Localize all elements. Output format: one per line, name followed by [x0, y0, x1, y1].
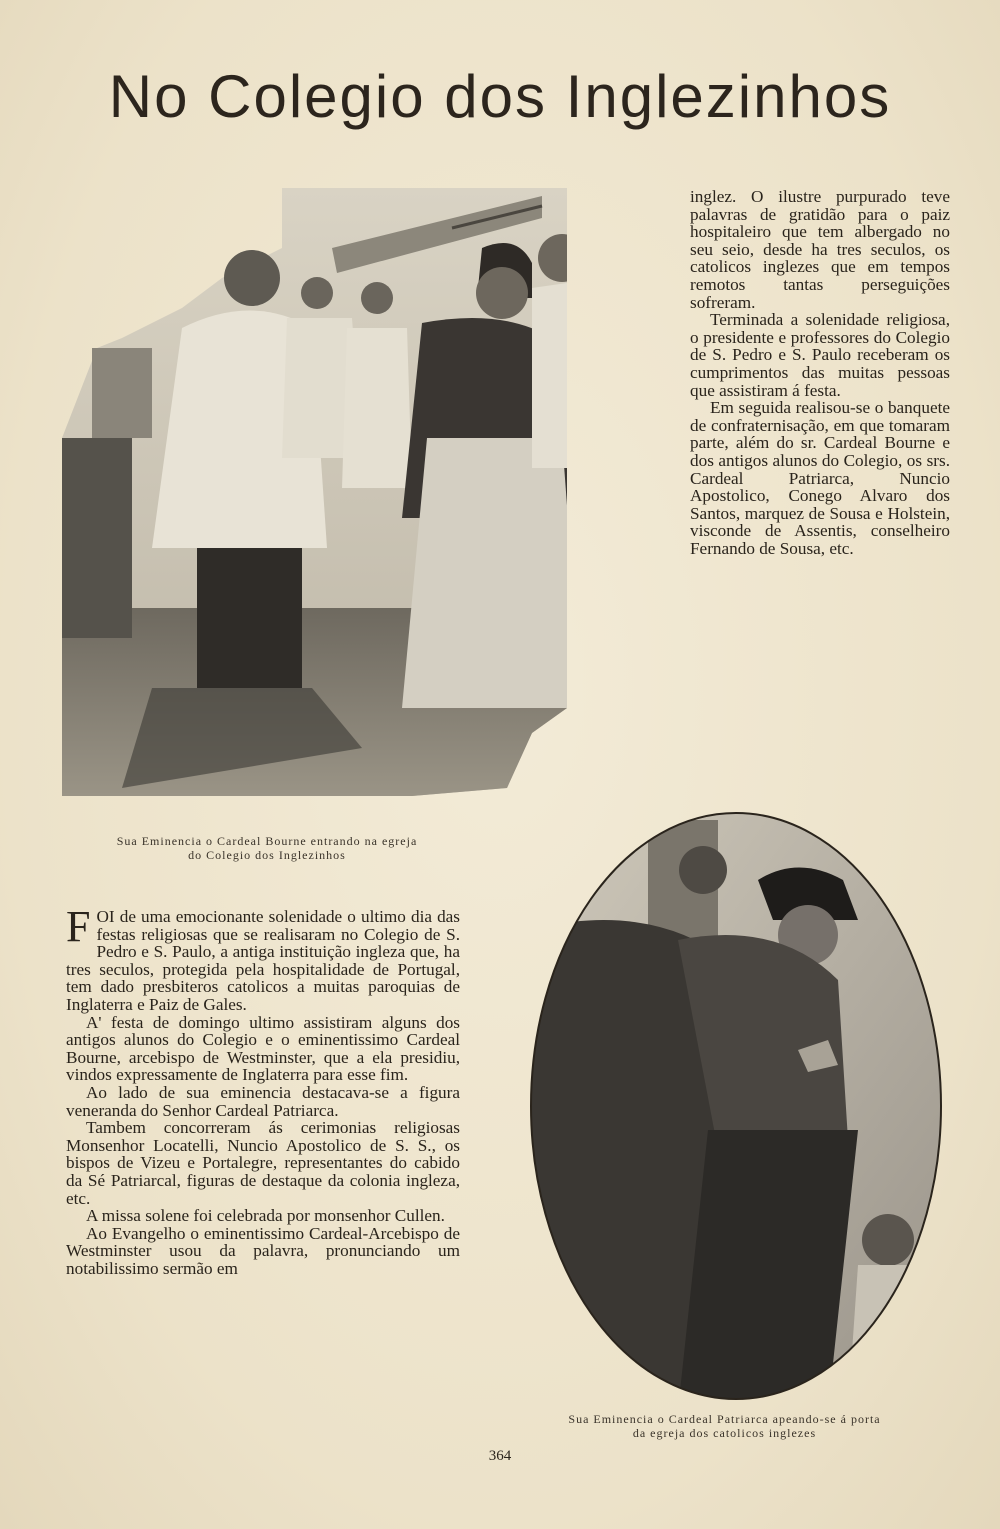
caption-line: da egreja dos catolicos inglezes — [632, 1426, 817, 1440]
arrival-caption — [512, 1412, 937, 1440]
page-title: No Colegio dos Inglezinhos — [108, 63, 892, 130]
paragraph: Terminada a solenidade religiosa, o presidente e professores do Colegio de S. Pedro e S. Paulo receberam os cumprimentos das muitas pessoas que assistiram á festa. — [690, 310, 950, 400]
paragraph: Ao Evangelho o eminentissimo Cardeal-Arcebispo de Westminster usou da palavra, pronunciando um notabilissimo sermão em — [66, 1223, 460, 1278]
page-number: 364 — [488, 1448, 512, 1464]
cardinal-arrival-photo — [528, 810, 945, 1402]
paragraph: OI de uma emocionante solenidade o ultimo dia das festas religiosas que se realisaram no Colegio de S. Pedro e S. Paulo, a antiga instituição ingleza que, ha tres seculos, protegida pela hospitalidade de Portugal, tem dado presbiteros catolicos a muitas paroquias de Inglaterra e Paiz de Gales. — [66, 907, 460, 1014]
paragraph: inglez. O ilustre purpurado teve palavras de gratidão para o paiz hospitaleiro que tem albergado no seu seio, desde ha tres seculos, os catolicos inglezes que em tempos remotos tantas perseguições sofreram. — [690, 187, 950, 312]
left-text-column — [66, 902, 460, 1278]
procession-caption — [62, 834, 472, 862]
caption-line: Sua Eminencia o Cardeal Bourne entrando na egreja — [116, 834, 418, 848]
right-text-column — [690, 188, 950, 557]
caption-line: Sua Eminencia o Cardeal Patriarca apeando-se á porta — [568, 1412, 881, 1426]
paragraph: A' festa de domingo ultimo assistiram alguns dos antigos alunos do Colegio e o eminentissimo Cardeal Bourne, arcebispo de Westminster, que a ela presidiu, vindos expressamente de Inglaterra para esse fim. — [66, 1012, 460, 1085]
paragraph: A missa solene foi celebrada por monsenhor Cullen. — [86, 1206, 445, 1226]
drop-cap: F — [66, 902, 91, 951]
paragraph: Tambem concorreram ás cerimonias religiosas Monsenhor Locatelli, Nuncio Apostolico de S. S., os bispos de Vizeu e Portalegre, representantes do cabido da Sé Patriarcal, figuras de destaque da colonia ingleza, etc. — [66, 1118, 460, 1208]
procession-photo — [62, 188, 567, 796]
paragraph: Em seguida realisou-se o banquete de confraternisação, em que tomaram parte, além do sr. Cardeal Bourne e dos antigos alunos do Colegio, os srs. Cardeal Patriarca, Nuncio Apostolico, Conego Alvaro dos Santos, marquez de Sousa e Holstein, visconde de Assentis, conselheiro Fernando de Sousa, etc. — [690, 398, 950, 558]
paragraph: Ao lado de sua eminencia destacava-se a figura veneranda do Senhor Cardeal Patriarca. — [66, 1082, 460, 1120]
caption-line: do Colegio dos Inglezinhos — [188, 848, 346, 862]
